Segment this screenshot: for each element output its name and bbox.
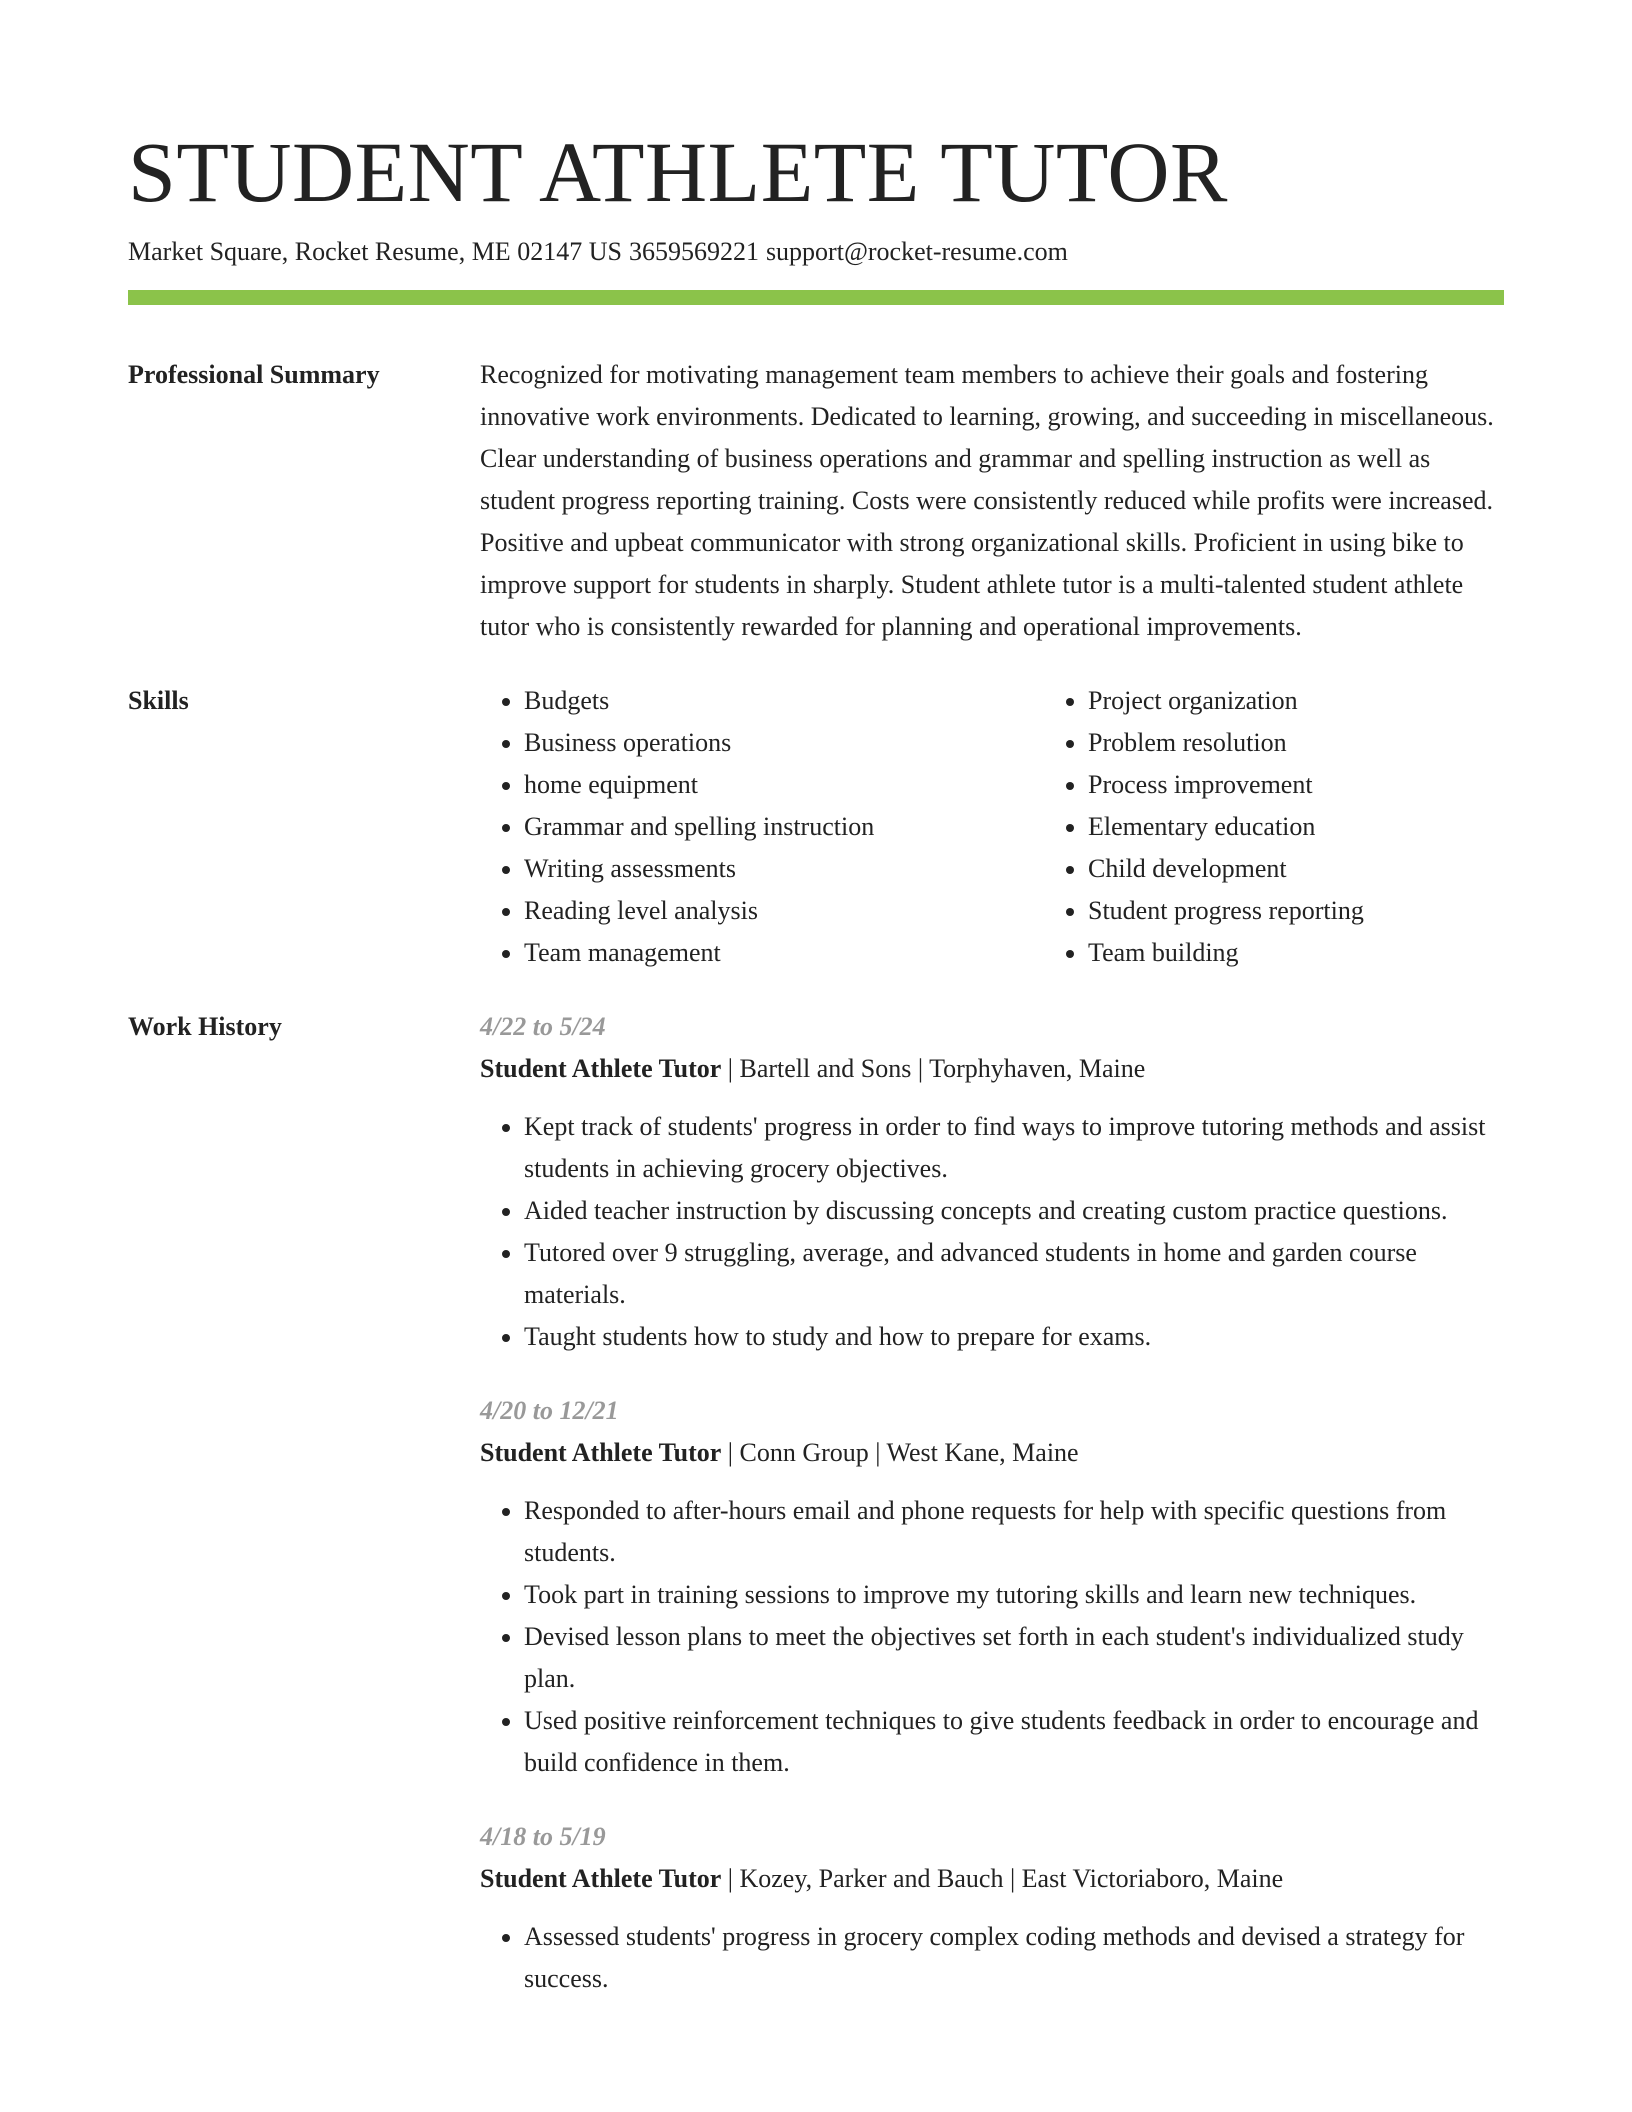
skill-item: • Grammar and spelling instruction <box>524 806 984 848</box>
job-dates: 4/20 to 12/21 <box>480 1396 619 1425</box>
contact-phone: 3659569221 <box>628 237 759 266</box>
job-bullets <box>480 1106 1504 1358</box>
skill-item: • Process improvement <box>1088 764 1548 806</box>
summary-heading: Professional Summary <box>128 360 380 389</box>
skill-item: • Writing assessments <box>524 848 984 890</box>
header-divider <box>128 290 1504 305</box>
job-dates: 4/18 to 5/19 <box>480 1822 606 1851</box>
job-bullet: • Kept track of students' progress in order to find ways to improve tutoring methods and assist students in achieving grocery objectives. <box>524 1106 1504 1190</box>
summary-body <box>480 354 1504 648</box>
job-bullet: • Devised lesson plans to meet the objectives set forth in each student's individualized study plan. <box>524 1616 1504 1700</box>
contact-line <box>128 234 1504 270</box>
skill-item: • Project organization <box>1088 680 1548 722</box>
job-bullets <box>480 1916 1504 2000</box>
job-title-line <box>480 1048 1504 1090</box>
skills-column-right <box>1044 680 1548 974</box>
skill-item: • Child development <box>1088 848 1548 890</box>
job-bullets <box>480 1490 1504 1784</box>
job-company: | Bartell and Sons | Torphyhaven, Maine <box>721 1054 1146 1083</box>
skill-item: • home equipment <box>524 764 984 806</box>
job-bullet: • Took part in training sessions to improve my tutoring skills and learn new techniques. <box>524 1574 1504 1616</box>
contact-email: support@rocket-resume.com <box>765 237 1068 266</box>
job-title-line <box>480 1432 1504 1474</box>
job-company: | Kozey, Parker and Bauch | East Victoriaboro, Maine <box>721 1864 1284 1893</box>
work-history-section <box>128 1006 1504 2032</box>
job-bullet: • Used positive reinforcement techniques to give students feedback in order to encourage and build confidence in them. <box>524 1700 1504 1784</box>
skill-item: • Elementary education <box>1088 806 1548 848</box>
resume-page <box>128 118 1504 2032</box>
job-bullet: • Taught students how to study and how to prepare for exams. <box>524 1316 1504 1358</box>
skills-heading: Skills <box>128 686 189 715</box>
contact-address: Market Square, Rocket Resume, ME 02147 US <box>128 237 622 266</box>
skills-section <box>128 680 1504 974</box>
job-bullet: • Responded to after-hours email and phone requests for help with specific questions from students. <box>524 1490 1504 1574</box>
resume-name: STUDENT ATHLETE TUTOR <box>128 124 1228 220</box>
summary-text: Recognized for motivating management team members to achieve their goals and fostering innovative work environments. Dedicated to learning, growing, and succeeding in miscellaneous. Clear understanding of business operations and grammar and spelling instruction as well as student progress reporting training. Costs were consistently reduced while profits were increased. Positive and upbeat communicator with strong organizational skills. Proficient in using bike to improve support for students in sharply. Student athlete tutor is a multi-talented student athlete tutor who is consistently rewarded for planning and operational improvements. <box>480 360 1494 641</box>
job-title: Student Athlete Tutor <box>480 1864 722 1893</box>
work-history-heading: Work History <box>128 1012 282 1041</box>
skill-item: • Reading level analysis <box>524 890 984 932</box>
skill-item: • Team building <box>1088 932 1548 974</box>
skill-item: • Team management <box>524 932 984 974</box>
job-company: | Conn Group | West Kane, Maine <box>721 1438 1079 1467</box>
job-entry <box>480 1390 1504 1784</box>
work-history-body <box>480 1006 1504 2032</box>
skill-item: • Budgets <box>524 680 984 722</box>
job-bullet: • Tutored over 9 struggling, average, and advanced students in home and garden course materials. <box>524 1232 1504 1316</box>
job-bullet: • Aided teacher instruction by discussing concepts and creating custom practice questions. <box>524 1190 1504 1232</box>
summary-section <box>128 354 1504 648</box>
skill-item: • Business operations <box>524 722 984 764</box>
skill-item: • Student progress reporting <box>1088 890 1548 932</box>
job-entry <box>480 1006 1504 1358</box>
job-entry <box>480 1816 1504 2000</box>
job-bullet: • Assessed students' progress in grocery complex coding methods and devised a strategy for success. <box>524 1916 1504 2000</box>
skills-list <box>480 680 1504 974</box>
skills-column-left <box>480 680 984 974</box>
job-title: Student Athlete Tutor <box>480 1438 722 1467</box>
skill-item: • Problem resolution <box>1088 722 1548 764</box>
job-title: Student Athlete Tutor <box>480 1054 722 1083</box>
job-dates: 4/22 to 5/24 <box>480 1012 606 1041</box>
job-title-line <box>480 1858 1504 1900</box>
